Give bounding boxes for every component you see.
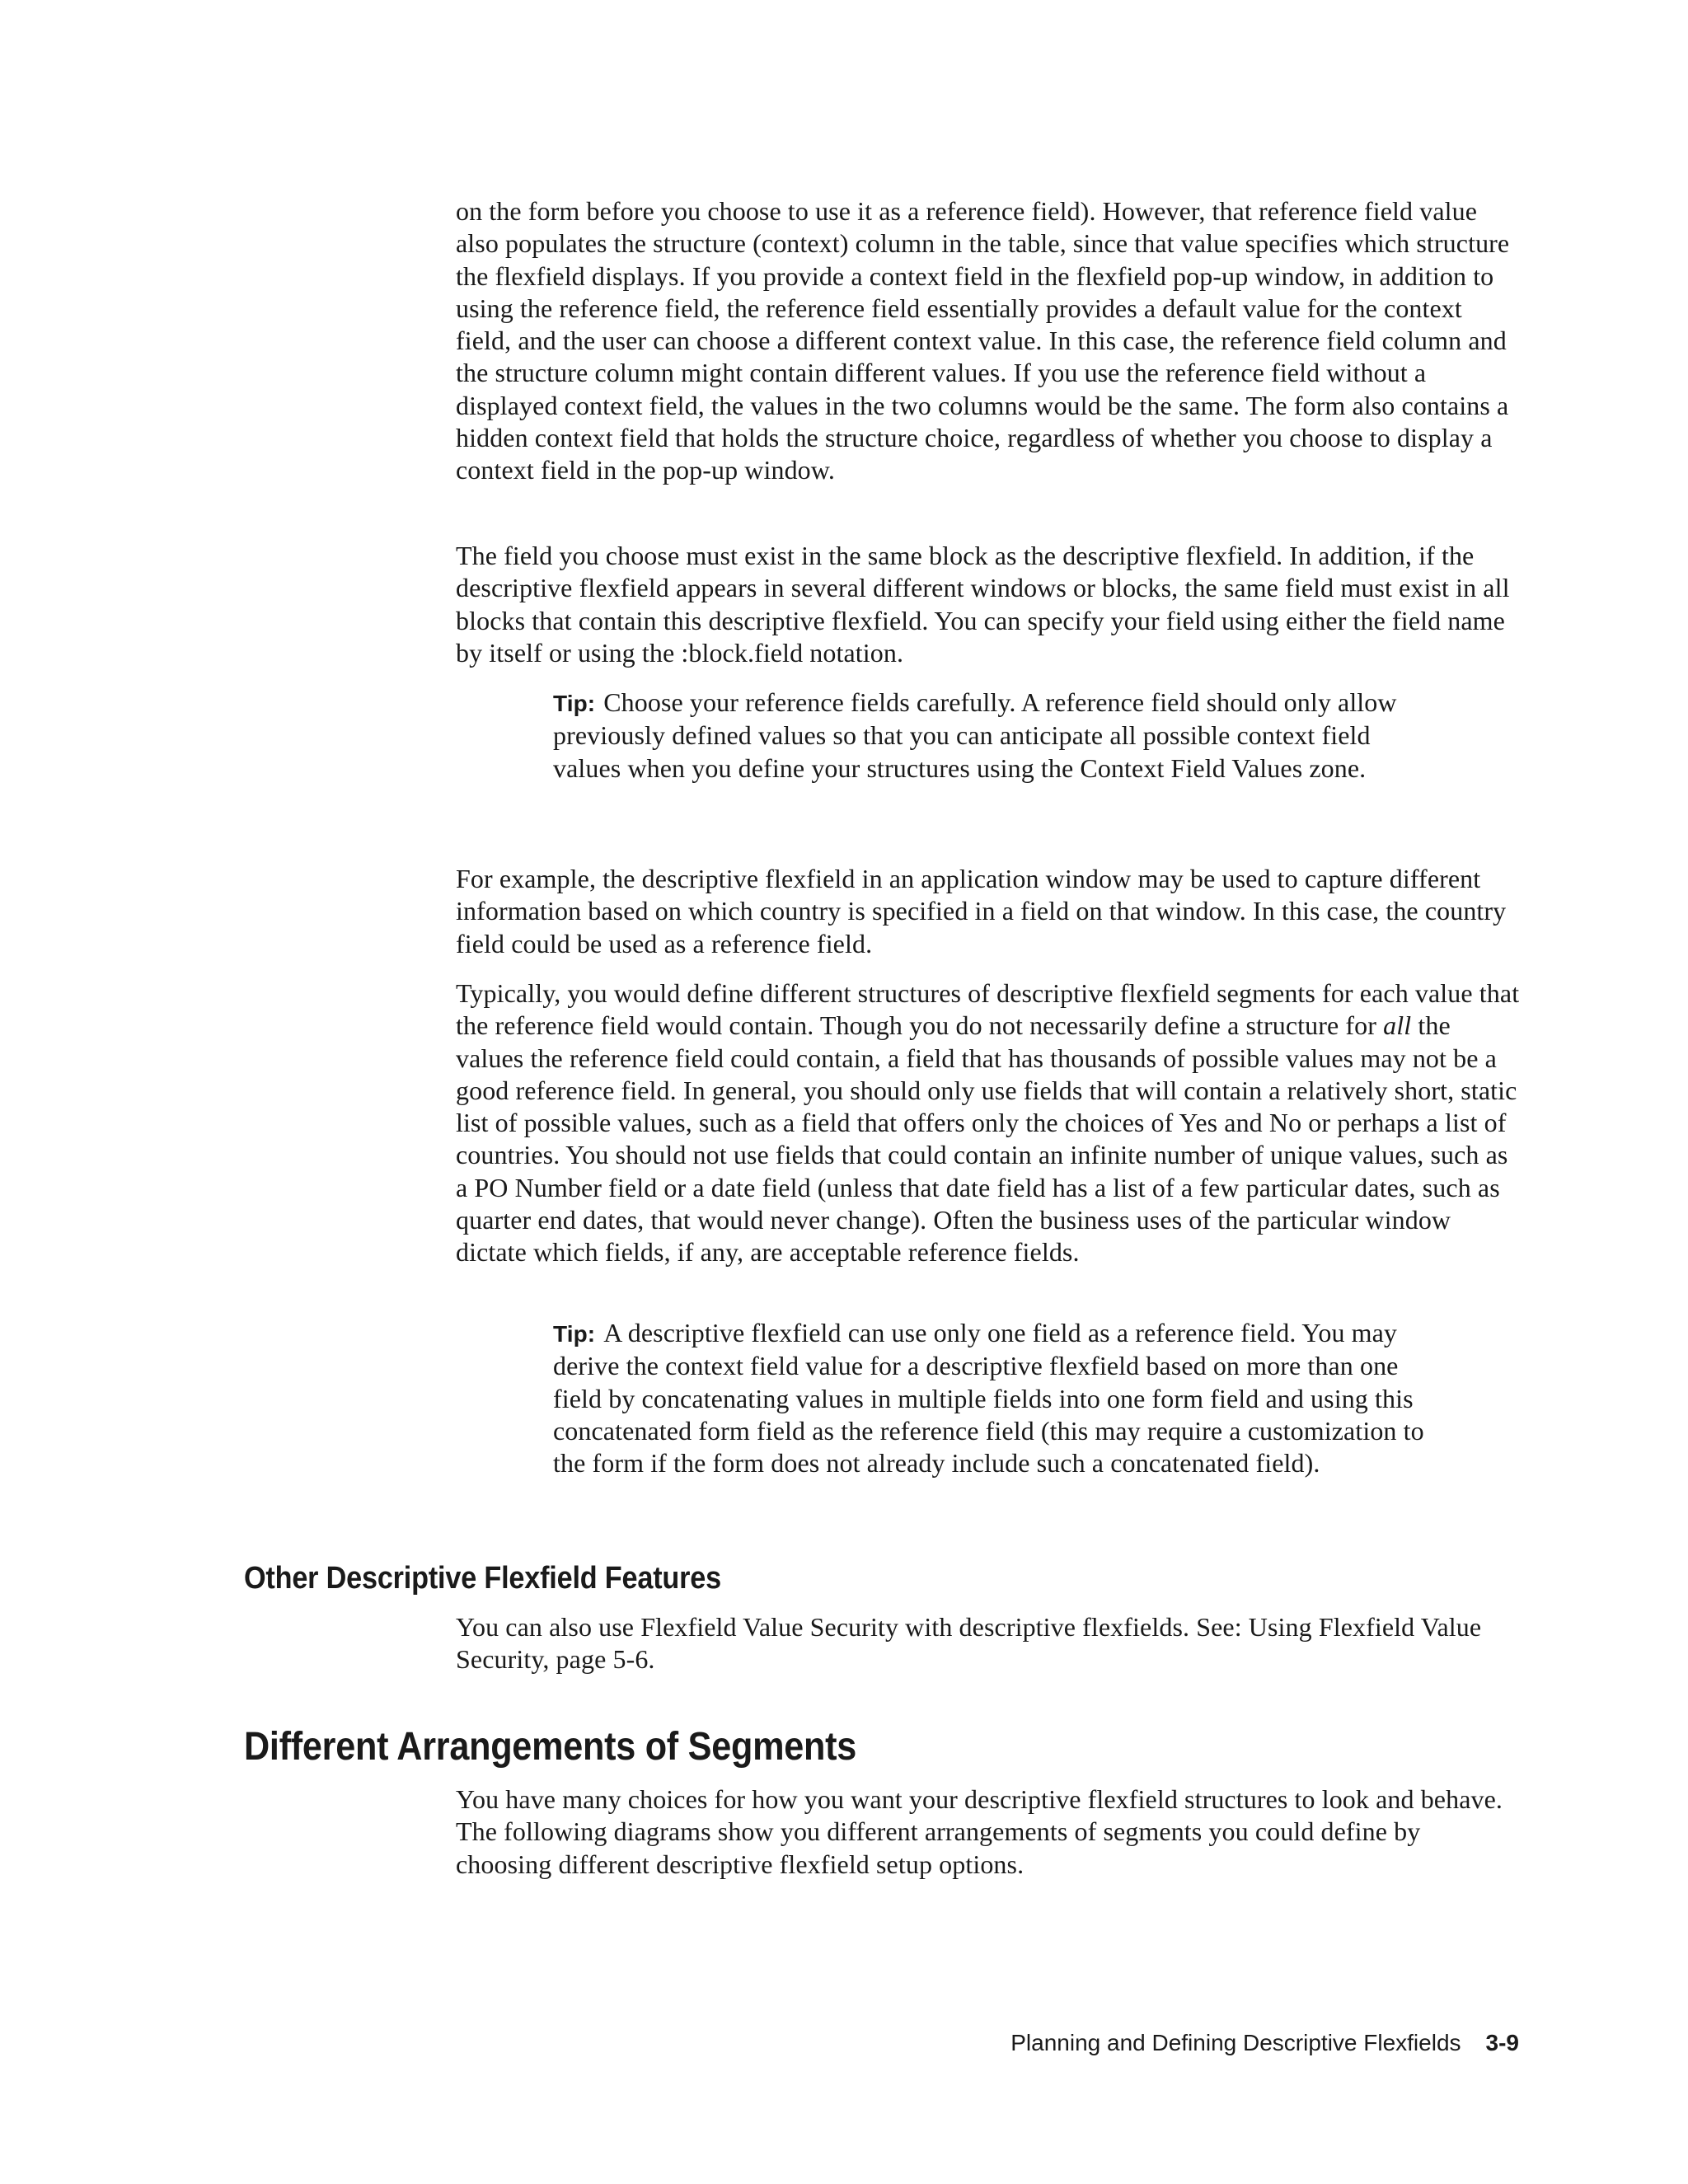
paragraph-text-part: the values the reference field could contain, a field that has thousands of possible values may not be a good reference field. In general, you should only use fields that will contain a relatively short, static list of possible values, such as a field that offers only the choices of Yes and No or perhaps a list of countries. You should not use fields that could contain an infinite number of unique values, such as a PO Number field or a date field (unless that date field has a list of a few particular dates, such as quarter end dates, that would never change). Often the business uses of the particular window dictate which fields, if any, are acceptable reference fields. bbox=[456, 1010, 1517, 1268]
paragraph-structures-per-value bbox=[456, 977, 1521, 1269]
paragraph-text-part: Typically, you would define different structures of descriptive flexfield segments for each value that the reference field would contain. Though you do not necessarily define a structure for bbox=[456, 978, 1520, 1041]
tip-text: A descriptive flexfield can use only one field as a reference field. You may derive the context field value for a descriptive flexfield based on more than one field by concatenating values in multiple fields into one form field and using this concatenated form field as the reference field (this may require a customization to the form if the form does not already include such a concatenated field). bbox=[553, 1318, 1424, 1479]
paragraph-reference-field-structure: on the form before you choose to use it as a reference field). However, that reference field value also populates the structure (context) column in the table, since that value specifies which structure the flexfield displays. If you provide a context field in the flexfield pop-up window, in addition to using the reference field, the reference field essentially provides a default value for the context field, and the user can choose a different context value. In this case, the reference field column and the structure column might contain different values. If you use the reference field without a displayed context field, the values in the two columns would be the same. The form also contains a hidden context field that holds the structure choice, regardless of whether you choose to display a context field in the pop-up window. bbox=[456, 196, 1510, 485]
paragraph-value-security: You can also use Flexfield Value Security with descriptive flexfields. See: Using Flexfield Value Security, page 5-6. bbox=[456, 1612, 1482, 1675]
tip-text: Choose your reference fields carefully. A reference field should only allow previously defined values so that you can anticipate all possible context field values when you define your structures using the Context Field Values zone. bbox=[553, 687, 1397, 783]
paragraph-country-example: For example, the descriptive flexfield in an application window may be used to capture different information based on which country is specified in a field on that window. In this case, the country field could be used as a reference field. bbox=[456, 864, 1507, 958]
paragraph-field-same-block: The field you choose must exist in the same block as the descriptive flexfield. In addition, if the descriptive flexfield appears in several different windows or blocks, the same field must exist in all blocks that contain this descriptive flexfield. You can specify your field using either the field name by itself or using the :block.field notation. bbox=[456, 541, 1510, 668]
tip-note-reference-fields bbox=[553, 687, 1427, 785]
paragraph-arrangement-choices: You have many choices for how you want your descriptive flexfield structures to look and behave. The following diagrams show you different arrangements of segments you could define by choosing different descriptive flexfield setup options. bbox=[456, 1784, 1503, 1879]
footer-title: Planning and Defining Descriptive Flexfields bbox=[1010, 2030, 1461, 2055]
tip-label: Tip: bbox=[553, 1321, 596, 1347]
section-heading-different-arrangements: Different Arrangements of Segments bbox=[244, 1725, 856, 1769]
tip-label: Tip: bbox=[553, 691, 596, 716]
emphasis-all: all bbox=[1383, 1010, 1412, 1041]
section-heading-other-features: Other Descriptive Flexfield Features bbox=[244, 1561, 721, 1596]
page-number: 3-9 bbox=[1485, 2030, 1519, 2055]
page-footer bbox=[1010, 2030, 1519, 2056]
tip-note-single-reference bbox=[553, 1317, 1427, 1479]
